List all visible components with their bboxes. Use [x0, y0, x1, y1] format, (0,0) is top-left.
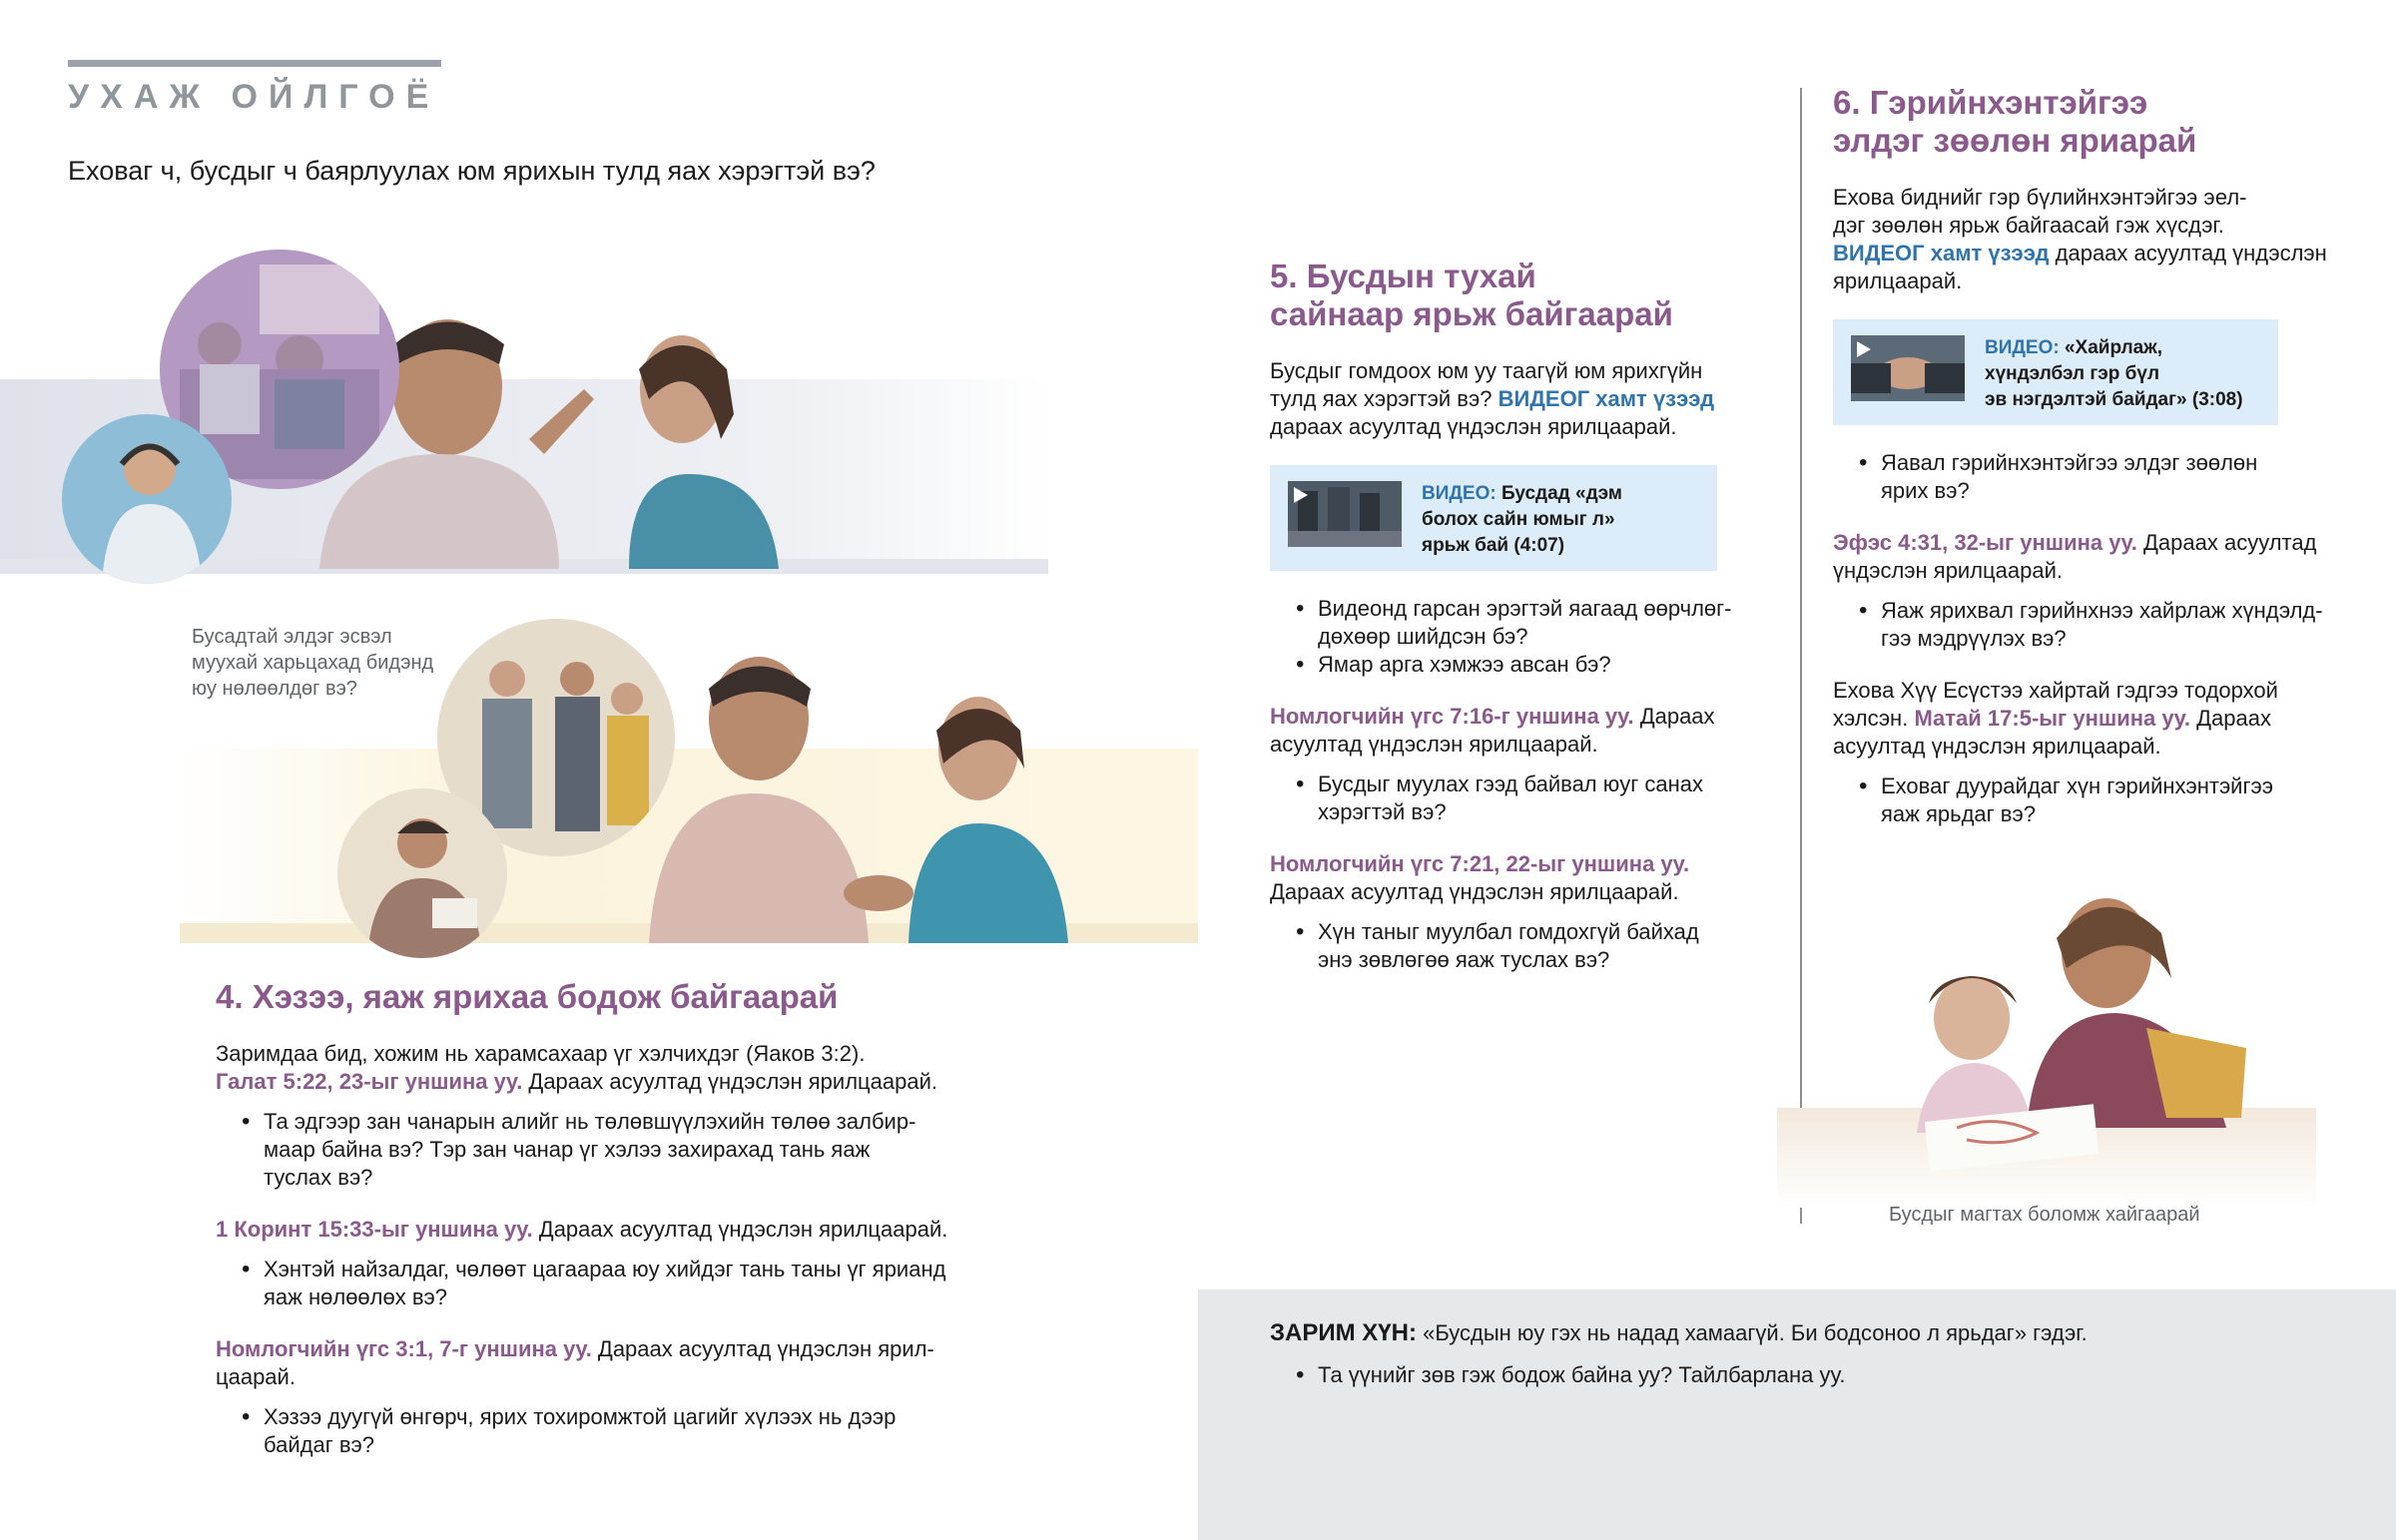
section-4	[216, 978, 994, 1459]
discussion-question: • Яаж ярихвал гэрийнхнээ хайрлаж хүндэлд- гээ мэдрүүлэх вэ?	[1833, 597, 2372, 653]
video-thumbnail[interactable]	[1851, 335, 1965, 401]
illustration-argument	[0, 240, 1048, 574]
video-card-section-6[interactable]	[1833, 319, 2278, 425]
kicker-title: УХАЖ ОЙЛГОЁ	[68, 78, 440, 116]
play-icon	[1857, 341, 1871, 357]
discussion-question: • Яавал гэрийнхэнтэйгээ элдэг зөөлөн ярих вэ?	[1833, 449, 2372, 505]
section-5-ref2-line: Номлогчийн үгс 7:21, 22-ыг уншина уу. Дараах асуултад үндэслэн ярилцаарай.	[1270, 850, 1769, 906]
scripture-ref-ecclesiastes-7-16[interactable]: Номлогчийн үгс 7:16-г уншина уу.	[1270, 704, 1634, 729]
some-people-panel	[1198, 1289, 2396, 1540]
section-6-questions-2	[1833, 597, 2372, 653]
scripture-ref-matthew[interactable]: Матай 17:5-ыг уншина уу.	[1914, 706, 2191, 731]
headphones-vignette	[62, 414, 232, 584]
ref-instruction: Дараах асуултад үндэслэн ярил-	[591, 1336, 934, 1361]
scripture-ref-ephesians[interactable]: Эфэс 4:31, 32-ыг уншина уу.	[1833, 530, 2137, 555]
section-5-questions-3	[1270, 918, 1769, 974]
some-people-quote: «Бусдын юу гэх нь надад хамаагүй. Би бодсоноо л ярьдаг» гэдэг.	[1416, 1320, 2088, 1345]
some-people-questions	[1270, 1361, 1845, 1389]
section-4-questions-2	[216, 1256, 994, 1311]
video-card-section-5[interactable]	[1270, 465, 1717, 571]
discussion-question: • Та үүнийг зөв гэж бодож байна уу? Тайлбарлана уу.	[1270, 1361, 1845, 1389]
watch-video-link[interactable]: ВИДЕОГ хамт үзээд	[1833, 241, 2050, 265]
section-6-questions-1	[1833, 449, 2372, 505]
discussion-question: • Хүн таныг муулбал гомдохгүй байхад энэ зөвлөгөө яаж туслах вэ?	[1270, 918, 1769, 974]
scripture-ref-galatians[interactable]: Галат 5:22, 23-ыг уншина уу.	[216, 1069, 523, 1094]
kicker-rule	[68, 60, 441, 67]
video-title[interactable]: ВИДЕО: Бусдад «дэм болох сайн юмыг л» ярьж бай (4:07)	[1422, 483, 1622, 556]
section-4-ref2-line	[216, 1216, 994, 1244]
some-people-label: ЗАРИМ ХҮН:	[1270, 1319, 1417, 1346]
section-5-questions-2	[1270, 770, 1769, 826]
illustration-kindness	[180, 619, 1198, 943]
section-6	[1833, 84, 2372, 828]
discussion-question: • Та эдгээр зан чанарын алийг нь төлөвшүүлэхийн төлөө залбир- маар байна вэ? Тэр зан чанар үг хэлээ захирахад тань яаж туслах вэ?	[216, 1108, 994, 1192]
section-4-questions-3	[216, 1403, 994, 1459]
play-icon	[1294, 487, 1308, 503]
video-thumbnail[interactable]	[1288, 481, 1402, 547]
section-6-intro: Ехова биднийг гэр бүлийнхэнтэйгээ эел- дэг зөөлөн ярьж байгаасай гэж хүсдэг. ВИДЕОГ хамт үзээд дараах асуултад үндэслэн ярилцаарай.	[1833, 185, 2327, 293]
caption-line: Бусадтай элдэг эсвэл	[192, 626, 392, 648]
section-5-intro: Бусдыг гомдоох юм уу таагүй юм ярихгүйн тулд яах хэрэгтэй вэ? ВИДЕОГ хамт үзээд дараах асуултад үндэслэн ярилцаарай.	[1270, 358, 1715, 439]
section-5-ref1-line: Номлогчийн үгс 7:16-г уншина уу. Дараах асуултад үндэслэн ярилцаарай.	[1270, 704, 1715, 757]
reading-bible-vignette	[337, 788, 507, 958]
scripture-ref-ecclesiastes[interactable]: Номлогчийн үгс 3:1, 7-г уншина уу.	[216, 1336, 592, 1361]
scripture-ref-ecclesiastes-7-21[interactable]: Номлогчийн үгс 7:21, 22-ыг уншина уу.	[1270, 851, 1690, 876]
section-4-para: Заримдаа бид, хожим нь харамсахаар үг хэлчихдэг (Яаков 3:2).	[216, 1041, 866, 1066]
section-4-body	[216, 1040, 994, 1096]
mother-child-drawing-image	[1777, 878, 2316, 1208]
discussion-question: • Хэзээ дуугүй өнгөрч, ярих тохиромжтой цагийг хүлээх нь дээр байдаг вэ?	[216, 1403, 994, 1459]
section-6-questions-3	[1833, 772, 2372, 828]
section-5-title: 5. Бусдын тухай сайнаар ярьж байгаарай	[1270, 257, 1673, 332]
discussion-question: • Видеонд гарсан эрэгтэй яагаад өөрчлөг- дөхөөр шийдсэн бэ?	[1270, 595, 1769, 651]
kindness-scene-image	[180, 619, 1198, 943]
section-4-questions-1	[216, 1108, 994, 1192]
discussion-question: • Хэнтэй найзалдаг, чөлөөт цагаараа юу хийдэг тань таны үг ярианд яаж нөлөөлөх вэ?	[216, 1256, 994, 1311]
section-6-ref1-line: Эфэс 4:31, 32-ыг уншина уу. Дараах асуултад үндэслэн ярилцаарай.	[1833, 530, 2317, 583]
discussion-question: • Еховаг дуурайдаг хүн гэрийнхэнтэйгээ яаж ярьдаг вэ?	[1833, 772, 2372, 828]
ref-instruction: Дараах асуултад үндэслэн ярилцаарай.	[522, 1069, 937, 1094]
section-5-questions-1	[1270, 595, 1769, 679]
discussion-question: • Бусдыг муулах гээд байвал юуг санах хэрэгтэй вэ?	[1270, 770, 1769, 826]
section-4-ref-line	[216, 1068, 994, 1096]
discussion-question: • Ямар арга хэмжээ авсан бэ?	[1270, 651, 1769, 679]
section-6-para2: Ехова Хүү Есүстээ хайртай гэдгээ тодорхой хэлсэн. Матай 17:5-ыг уншина уу. Дараах асуултад үндэслэн ярилцаарай.	[1833, 678, 2278, 759]
caption-line: муухай харьцахад бидэнд	[192, 652, 434, 674]
praise-caption: Бусдыг магтах боломж хайгаарай	[1889, 1204, 2200, 1226]
section-5	[1270, 257, 1769, 974]
section-4-title: 4. Хэзээ, яаж ярихаа бодож байгаарай	[216, 978, 839, 1015]
ref-instruction-cont: цаарай.	[216, 1364, 296, 1389]
video-title[interactable]: ВИДЕО: «Хайрлаж, хүндэлбэл гэр бүл эв нэгдэлтэй байдаг» (3:08)	[1985, 337, 2243, 410]
section-4-ref3-line	[216, 1335, 994, 1391]
caption-line: юу нөлөөлдөг вэ?	[192, 678, 357, 700]
scripture-ref-corinthians[interactable]: 1 Коринт 15:33-ыг уншина уу.	[216, 1217, 533, 1242]
intro-question: Еховаг ч, бусдыг ч баярлуулах юм ярихын тулд яах хэрэгтэй вэ?	[68, 156, 876, 186]
watch-video-link[interactable]: ВИДЕОГ хамт үзээд	[1498, 386, 1715, 411]
illustration-praise	[1777, 878, 2316, 1208]
section-6-title: 6. Гэрийнхэнтэйгээ элдэг зөөлөн яриарай	[1833, 84, 2197, 159]
ref-instruction: Дараах асуултад үндэслэн ярилцаарай.	[532, 1217, 948, 1242]
some-people-statement	[1270, 1319, 2088, 1347]
